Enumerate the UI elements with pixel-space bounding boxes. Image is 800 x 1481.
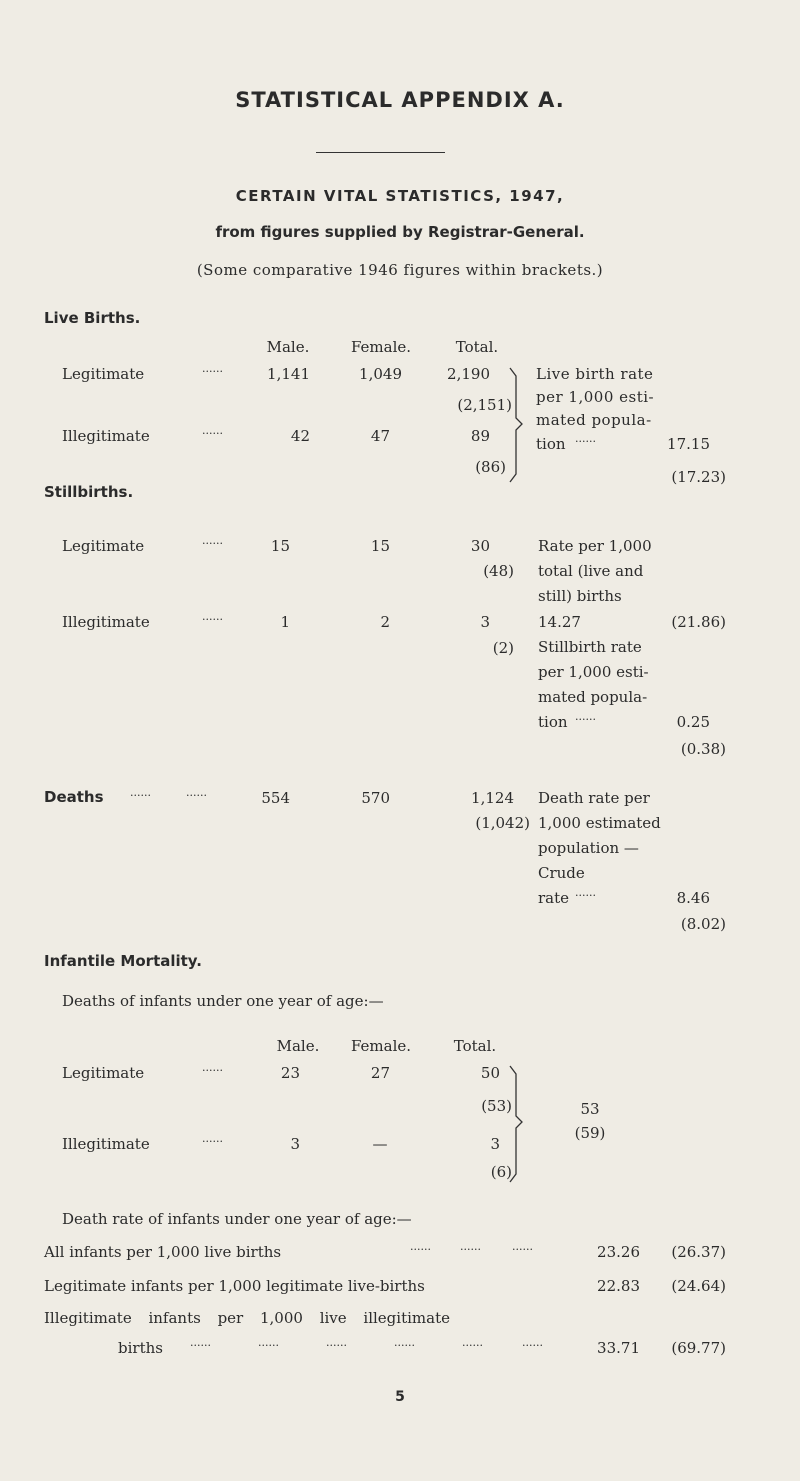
male-value: 23 [280,1064,300,1082]
leader-dots: ...... [460,1240,481,1253]
page-number: 5 [395,1389,405,1405]
leader-dots: ...... [202,1061,223,1074]
rate-text: still) births [538,587,622,605]
rate-text: tion [536,435,566,453]
rate-text: Stillbirth rate [538,638,642,656]
rate-text: Crude [538,864,585,882]
rate-text: total (live and [538,562,644,580]
leader-dots: ...... [512,1240,533,1253]
rate-prev-value: (17.23) [671,468,726,486]
male-value: 1 [280,613,290,631]
rate-value: 14.27 [538,613,581,631]
rate-text: mated popula- [536,411,652,429]
female-value: 15 [370,537,390,555]
prev-total-value: (6) [490,1163,512,1181]
rate-label: All infants per 1,000 live births [44,1243,282,1261]
infantile-brace [508,1064,532,1186]
leader-dots: ...... [522,1336,543,1349]
col-total-header: Total. [455,338,499,356]
rate-text: 1,000 estimated [538,814,661,832]
prev-total-value: (2) [492,639,514,657]
leader-dots: ...... [575,710,596,723]
live-births-brace [508,366,532,486]
total-value: 3 [490,1135,500,1153]
rate-prev-value: (0.38) [680,740,726,758]
rate-value: 33.71 [597,1339,640,1357]
subtitle: CERTAIN VITAL STATISTICS, 1947, [235,187,565,205]
row-label: Illegitimate [62,1135,150,1153]
rate-value: 22.83 [597,1277,640,1295]
leader-dots: ...... [258,1336,279,1349]
rate-text: Rate per 1,000 [538,537,652,555]
female-value: 47 [370,427,390,445]
leader-dots: ...... [190,1336,211,1349]
leader-dots: ...... [410,1240,431,1253]
total-value: 3 [480,613,490,631]
rate-prev-value: (26.37) [671,1243,726,1261]
male-value: 42 [290,427,310,445]
leader-dots: ...... [186,786,207,799]
col-male-header: Male. [266,338,310,356]
prev-total-value: (2,151) [457,396,512,414]
row-label: Legitimate [62,365,145,383]
female-value: — [372,1135,388,1153]
combined-value: 53 [580,1100,600,1118]
leader-dots: ...... [202,610,223,623]
prev-total-value: (1,042) [475,814,530,832]
title-rule [316,152,445,153]
col-female-header: Female. [350,1037,412,1055]
infantile-heading: Infantile Mortality. [44,952,202,970]
leader-dots: ...... [575,886,596,899]
row-label: Illegitimate [62,613,150,631]
rate-label: Legitimate infants per 1,000 legitimate live-births [44,1277,425,1295]
infantile-intro: Deaths of infants under one year of age:— [62,992,384,1010]
rate-value: 0.25 [676,713,710,731]
female-value: 2 [380,613,390,631]
rate-text: tion [538,713,568,731]
col-male-header: Male. [276,1037,320,1055]
rate-text: per 1,000 esti- [536,388,655,406]
rate-label: Illegitimate infants per 1,000 live illegitimate [44,1309,450,1327]
prev-total-value: (86) [475,458,506,476]
rate-label: births [118,1339,163,1357]
rate-text: per 1,000 esti- [538,663,649,681]
leader-dots: ...... [202,1132,223,1145]
leader-dots: ...... [462,1336,483,1349]
source-line: from figures supplied by Registrar-General. [215,223,585,241]
row-label: Legitimate [62,537,145,555]
rate-text: Live birth rate [536,365,654,383]
rate-value: 23.26 [597,1243,640,1261]
rate-prev-value: (24.64) [671,1277,726,1295]
leader-dots: ...... [394,1336,415,1349]
rate-prev-value: (21.86) [671,613,726,631]
female-value: 1,049 [359,365,402,383]
rate-text: population — [538,839,639,857]
leader-dots: ...... [202,534,223,547]
leader-dots: ...... [326,1336,347,1349]
row-label: Legitimate [62,1064,145,1082]
leader-dots: ...... [130,786,151,799]
total-value: 30 [470,537,490,555]
leader-dots: ...... [202,362,223,375]
live-births-heading: Live Births. [44,309,141,327]
total-value: 2,190 [447,365,490,383]
rate-text: rate [538,889,570,907]
total-value: 50 [480,1064,500,1082]
rate-value: 8.46 [676,889,710,907]
leader-dots: ...... [202,424,223,437]
col-female-header: Female. [350,338,412,356]
stillbirths-heading: Stillbirths. [44,483,134,501]
rate-text: mated popula- [538,688,648,706]
rate-prev-value: (69.77) [671,1339,726,1357]
total-value: 1,124 [471,789,514,807]
male-value: 3 [290,1135,300,1153]
rate-prev-value: (8.02) [680,915,726,933]
female-value: 27 [370,1064,390,1082]
col-total-header: Total. [453,1037,497,1055]
rate-value: 17.15 [667,435,710,453]
rate-intro: Death rate of infants under one year of age:— [62,1210,412,1228]
male-value: 1,141 [267,365,310,383]
male-value: 15 [270,537,290,555]
comparative-note: (Some comparative 1946 figures within brackets.) [196,261,604,279]
total-value: 89 [470,427,490,445]
leader-dots: ...... [575,432,596,445]
rate-text: Death rate per [538,789,650,807]
row-label: Illegitimate [62,427,150,445]
male-value: 554 [261,789,290,807]
female-value: 570 [361,789,390,807]
combined-prev-value: (59) [574,1124,606,1142]
deaths-heading: Deaths [44,788,104,806]
page-title: STATISTICAL APPENDIX A. [235,88,565,112]
prev-total-value: (53) [481,1097,512,1115]
prev-total-value: (48) [483,562,514,580]
